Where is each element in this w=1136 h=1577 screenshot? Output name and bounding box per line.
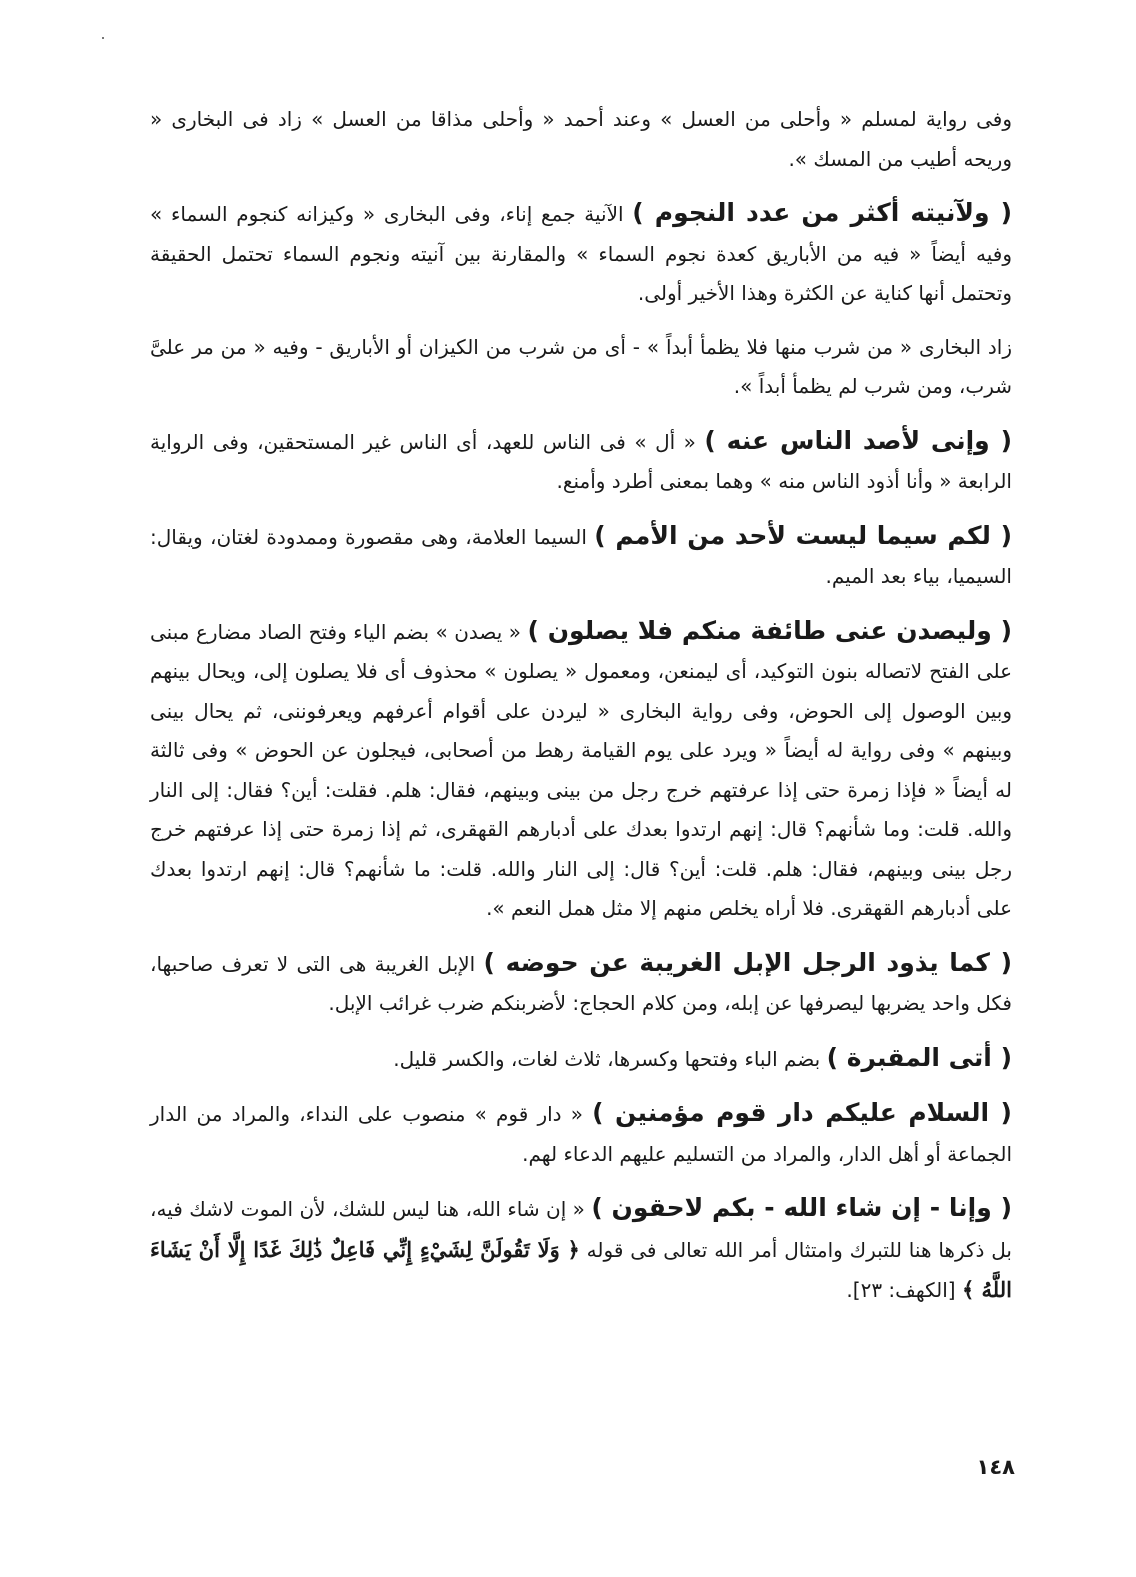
scan-speck — [102, 37, 104, 39]
lemma-heading: ( لكم سيما ليست لأحد من الأمم ) — [594, 520, 1012, 550]
paragraph-7 — [150, 943, 1012, 1024]
lemma-heading: ( أتى المقبرة ) — [826, 1042, 1012, 1072]
paragraph-text: زاد البخارى « من شرب منها فلا يظمأ أبداً » - أى من شرب من الكيزان أو الأباريق - وفيه « من مر علىَّ شرب، ومن شرب لم يظمأ أبداً ». — [150, 334, 1012, 398]
page-number: ١٤٨ — [976, 1455, 1015, 1479]
paragraph-2 — [150, 193, 1012, 314]
paragraph-4 — [150, 421, 1012, 502]
paragraph-text: « إن شاء الله، هنا ليس للشك، لأن الموت لاشك فيه، بل ذكرها هنا للتبرك وامتثال أمر الله تعالى فى قوله — [150, 1197, 1012, 1262]
paragraph-5 — [150, 516, 1012, 597]
paragraph-9 — [150, 1093, 1012, 1174]
lemma-heading: ( كما يذود الرجل الإبل الغريبة عن حوضه ) — [483, 947, 1012, 977]
lemma-heading: ( السلام عليكم دار قوم مؤمنين ) — [592, 1098, 1012, 1127]
page-body — [150, 100, 1012, 1500]
paragraph-6 — [150, 611, 1012, 929]
paragraph-3 — [150, 328, 1012, 407]
lemma-heading: ( وليصدن عنى طائفة منكم فلا يصلون ) — [527, 615, 1012, 645]
paragraph-text: بضم الباء وفتحها وكسرها، ثلاث لغات، والكسر قليل. — [393, 1046, 827, 1071]
lemma-heading: ( وإنا - إن شاء الله - بكم لاحقون ) — [591, 1193, 1012, 1222]
verse-reference: [الكهف: ٢٣]. — [846, 1278, 962, 1302]
paragraph-8 — [150, 1038, 1012, 1080]
paragraph-10 — [150, 1188, 1012, 1311]
lemma-heading: ( ولآنيته أكثر من عدد النجوم ) — [632, 198, 1012, 227]
paragraph-text: الإبل الغريبة هى التى لا تعرف صاحبها، فكل واحد يضربها ليصرفها عن إبله، ومن كلام الحجاج: لأضربنكم ضرب غرائب الإبل. — [150, 951, 1012, 1015]
paragraph-1 — [150, 100, 1012, 179]
paragraph-text: « يصدن » بضم الياء وفتح الصاد مضارع مبنى على الفتح لاتصاله بنون التوكيد، أى ليمنعن، ومعمول « يصلون » محذوف أى فلا يصلون إلى، ويحال بينهم وبين الوصول إلى الحوض، وفى رواية البخارى « ليردن على أقوام أعرفهم ويعرفوننى، ثم يحال بينى وبينهم » وفى رواية له أيضاً « ويرد على يوم القيامة رهط من أصحابى، فيجلون عن الحوض » وفى ثالثة له أيضاً « فإذا زمرة حتى إذا عرفتهم خرج رجل من بينى وبينهم، فقال: هلم. فقلت: أين؟ فقال: إلى النار والله. قلت: وما شأنهم؟ قال: إنهم ارتدوا بعدك على أدبارهم القهقرى، ثم إذا زمرة حتى إذا عرفتهم خرج رجل بينى وبينهم، فقال: هلم. قلت: أين؟ قال: إلى النار والله. قلت: ما شأنهم؟ قال: إنهم ارتدوا بعدك على أدبارهم القهقرى. فلا أراه يخلص منهم إلا مثل همل النعم ». — [150, 619, 1012, 920]
quran-verse: ﴿ وَلَا تَقُولَنَّ لِشَيْءٍ إِنِّي فَاعِلٌ ذَٰلِكَ غَدًا إِلَّا أَنْ يَشَاءَ اللَّهُ ﴾ — [150, 1236, 1012, 1302]
paragraph-text: وفى رواية لمسلم « وأحلى من العسل » وعند أحمد « وأحلى مذاقا من العسل » زاد فى البخارى « وريحه أطيب من المسك ». — [150, 107, 1012, 171]
lemma-heading: ( وإنى لأصد الناس عنه ) — [704, 425, 1012, 455]
paragraph-text: الآنية جمع إناء، وفى البخارى « وكيزانه كنجوم السماء » وفيه أيضاً « فيه من الأباريق كعدة نجوم السماء » والمقارنة بين آنيته ونجوم السماء تحتمل الحقيقة وتحتمل أنها كناية عن الكثرة وهذا الأخير أولى. — [150, 202, 1012, 305]
paragraph-text: السيما العلامة، وهى مقصورة وممدودة لغتان، ويقال: السيميا، بياء بعد الميم. — [150, 524, 1012, 588]
paragraph-text: « دار قوم » منصوب على النداء، والمراد من الدار الجماعة أو أهل الدار، والمراد من التسليم عليهم الدعاء لهم. — [150, 1102, 1012, 1166]
paragraph-text: « أل » فى الناس للعهد، أى الناس غير المستحقين، وفى الرواية الرابعة « وأنا أذود الناس منه » وهما بمعنى أطرد وأمنع. — [150, 429, 1012, 493]
